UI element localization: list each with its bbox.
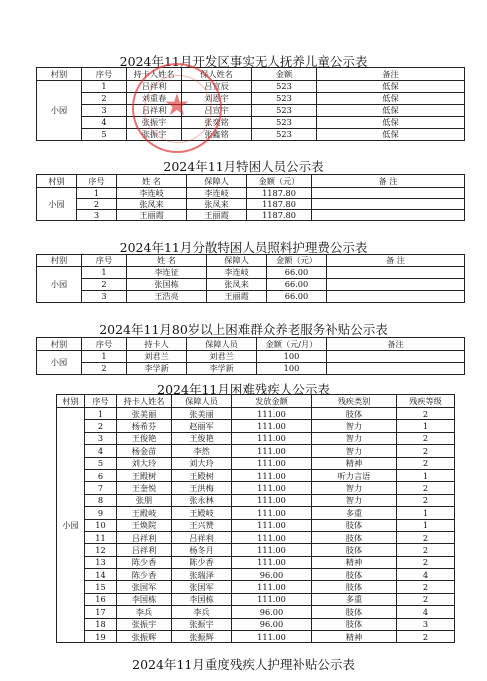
cell-type: 肢体 [312,606,397,618]
cell-card: 张振宇 [117,618,172,630]
tekun-header-row [37,175,465,188]
cell-guard: 陈少香 [172,556,232,568]
header-cell: 序号 [85,395,117,408]
cell-grade: 2 [397,631,455,643]
cell-no: 1 [82,81,127,93]
cell-no: 14 [85,569,117,581]
cell-no: 19 [85,631,117,643]
cell-card: 吕祥利 [127,105,182,117]
table-row [57,556,455,568]
cell-grade: 2 [397,494,455,506]
cell-type: 多重 [312,507,397,519]
cell-card: 刘大玲 [117,457,172,469]
cell-amount: 111.00 [232,432,312,444]
cell-note: 低保 [317,93,465,105]
table-row [57,519,455,531]
cell-amount: 523 [252,93,317,105]
cell-guard: 杨冬月 [172,544,232,556]
cell-guard: 张凤来 [187,199,247,210]
official-seal [132,63,222,153]
cell-card: 王焕院 [117,519,172,531]
cell-note: 低保 [317,105,465,117]
cell-grade: 2 [397,432,455,444]
cell-type: 智力 [312,432,397,444]
cell-no: 2 [85,420,117,432]
cell-amount: 111.00 [232,457,312,469]
table-row [57,432,455,444]
cell-grade: 2 [397,457,455,469]
cell-note: 低保 [317,81,465,93]
table-row [57,606,455,618]
severe-title: 2024年11月重度残疾人护理补贴公示表 [132,657,355,672]
cell-no: 6 [85,469,117,481]
cell-guard: 张国军 [172,581,232,593]
village-cell: 小园 [37,267,82,303]
cell-grade: 4 [397,606,455,618]
header-cell: 金额（元） [247,175,312,188]
cell-no: 8 [85,494,117,506]
table-row [37,210,465,221]
cell-name: 李连征 [127,267,207,279]
cell-guard: 张美丽 [172,408,232,420]
table-row [37,117,465,129]
header-cell: 序号 [82,68,127,81]
cell-amount: 111.00 [232,556,312,568]
cell-type: 多重 [312,593,397,605]
cell-type: 精神 [312,457,397,469]
cell-guard: 李国栋 [172,593,232,605]
elderly-header-row [37,338,465,351]
cell-type: 肢体 [312,569,397,581]
cell-no: 1 [82,351,127,363]
cell-no: 2 [82,363,127,375]
care-table [36,254,465,303]
cell-name: 张凤来 [117,199,187,210]
cell-type: 肢体 [312,618,397,630]
table-row [57,457,455,469]
cell-type: 智力 [312,482,397,494]
cell-grade: 2 [397,482,455,494]
tekun-table [36,174,465,221]
cell-no: 1 [82,267,127,279]
disabled-title: 2024年11月困难残疾人公示表 [157,382,330,397]
header-cell: 村别 [37,255,82,267]
cell-note [327,267,465,279]
table-row [37,363,465,375]
header-cell: 备 注 [312,175,465,188]
cell-card: 王奎悦 [117,482,172,494]
cell-grade: 3 [397,618,455,630]
cell-grade: 2 [397,556,455,568]
table-row [57,569,455,581]
cell-amount: 111.00 [232,408,312,420]
cell-amount: 111.00 [232,482,312,494]
header-cell: 备 注 [327,255,465,267]
cell-note [327,279,465,291]
header-cell: 序号 [82,255,127,267]
table-row [57,544,455,556]
cell-card: 李兵 [117,606,172,618]
cell-no: 9 [85,507,117,519]
cell-card: 张国军 [117,581,172,593]
cell-no: 3 [82,291,127,303]
table-row [37,188,465,199]
cell-no: 5 [85,457,117,469]
header-cell: 保障人员 [172,395,232,408]
cell-guard: 张凤来 [207,279,267,291]
header-cell: 村别 [57,395,85,408]
cell-no: 2 [82,279,127,291]
cell-card: 陈少香 [117,556,172,568]
header-cell: 保障人 [207,255,267,267]
cell-note [312,199,465,210]
cell-amount: 100 [257,363,327,375]
cell-note [327,351,465,363]
disabled-header-row [57,395,455,408]
cell-amount: 111.00 [232,494,312,506]
cell-card: 杨金苗 [117,445,172,457]
table-row [37,351,465,363]
cell-guard: 张鑫铭 [182,129,252,141]
header-cell: 姓 名 [117,175,187,188]
header-cell: 金额 [252,68,317,81]
cell-guard: 李兵 [172,606,232,618]
table-row [37,291,465,303]
cell-no: 2 [82,93,127,105]
cell-guard: 刘大玲 [172,457,232,469]
cell-note [312,210,465,221]
cell-card: 李国栋 [117,593,172,605]
cell-guard: 赵丽军 [172,420,232,432]
cell-no: 3 [85,432,117,444]
header-cell: 保障人 [187,175,247,188]
table-row [57,618,455,630]
cell-guard: 李连岐 [207,267,267,279]
cell-type: 智力 [312,445,397,457]
cell-amount: 96.00 [232,618,312,630]
table-row [57,420,455,432]
cell-guard: 王丽霞 [187,210,247,221]
village-cell: 小园 [37,188,77,221]
cell-name: 张国栋 [127,279,207,291]
cell-type: 肢体 [312,581,397,593]
cell-guard: 王俊艳 [172,432,232,444]
table-row [57,482,455,494]
cell-grade: 2 [397,531,455,543]
cell-no: 7 [85,482,117,494]
header-cell: 序号 [77,175,117,188]
cell-type: 智力 [312,494,397,506]
cell-guard: 李学新 [187,363,257,375]
cell-card: 吕祥利 [127,81,182,93]
table-row [57,445,455,457]
cell-no: 17 [85,606,117,618]
cell-type: 听力言语 [312,469,397,481]
table-row [57,408,455,420]
disabled-table [56,394,455,643]
cell-no: 3 [82,105,127,117]
cell-grade: 2 [397,544,455,556]
cell-card: 刘君兰 [127,351,187,363]
cell-no: 16 [85,593,117,605]
cell-guard: 王丽霞 [207,291,267,303]
cell-no: 15 [85,581,117,593]
cell-no: 2 [77,199,117,210]
table-row [37,279,465,291]
cell-type: 精神 [312,631,397,643]
village-cell: 小园 [57,408,85,643]
cell-grade: 2 [397,593,455,605]
cell-amount: 523 [252,81,317,93]
cell-card: 吕祥利 [117,531,172,543]
cell-grade: 2 [397,445,455,457]
cell-amount: 523 [252,105,317,117]
cell-name: 王丽霞 [117,210,187,221]
cell-amount: 96.00 [232,606,312,618]
header-cell: 姓 名 [127,255,207,267]
village-cell: 小园 [37,351,82,375]
cell-amount: 111.00 [232,581,312,593]
cell-guard: 吕祥利 [172,531,232,543]
cell-card: 张美丽 [117,408,172,420]
table-row [57,593,455,605]
cell-note [327,363,465,375]
cell-name: 李连岐 [117,188,187,199]
cell-guard: 张永林 [172,494,232,506]
header-cell: 村别 [37,68,82,81]
cell-grade: 1 [397,507,455,519]
seal-star-icon: ★ [163,88,191,123]
cell-note: 低保 [317,117,465,129]
table-row [57,631,455,643]
cell-type: 精神 [312,556,397,568]
table-row [37,267,465,279]
cell-no: 10 [85,519,117,531]
header-cell: 序号 [82,338,127,351]
cell-card: 陈少香 [117,569,172,581]
cell-amount: 111.00 [232,519,312,531]
cell-grade: 2 [397,408,455,420]
cell-card: 王俊艳 [117,432,172,444]
table-row [57,581,455,593]
orphans-title: 2024年11月开发区事实无人抚养儿童公示表 [119,54,368,69]
header-cell: 备注 [327,338,465,351]
cell-guard: 李然 [172,445,232,457]
header-cell: 保障人员 [187,338,257,351]
cell-amount: 111.00 [232,531,312,543]
cell-name: 王浩亮 [127,291,207,303]
cell-card: 王殿树 [117,469,172,481]
cell-guard: 吕宣宇 [182,105,252,117]
cell-no: 4 [85,445,117,457]
header-cell: 金额（元/月） [257,338,327,351]
disabled-rows [57,408,455,643]
cell-no: 11 [85,531,117,543]
cell-type: 肢体 [312,531,397,543]
cell-guard: 王殿树 [172,469,232,481]
cell-guard: 张奕铭 [182,117,252,129]
table-row [37,129,465,141]
cell-amount: 523 [252,117,317,129]
cell-guard: 刘君兰 [187,351,257,363]
tekun-title: 2024年11月特困人员公示表 [163,159,324,174]
cell-guard: 王兴赞 [172,519,232,531]
cell-grade: 4 [397,569,455,581]
cell-amount: 66.00 [267,267,327,279]
table-row [37,81,465,93]
cell-card: 吕祥利 [117,544,172,556]
cell-amount: 523 [252,129,317,141]
cell-guard: 刘恩宇 [182,93,252,105]
cell-amount: 1187.80 [247,188,312,199]
cell-note [327,291,465,303]
cell-amount: 66.00 [267,291,327,303]
cell-card: 张振宇 [127,129,182,141]
header-cell: 残疾类别 [312,395,397,408]
cell-card: 张振辉 [117,631,172,643]
cell-amount: 111.00 [232,445,312,457]
village-cell: 小园 [37,81,82,141]
cell-amount: 96.00 [232,569,312,581]
cell-type: 肢体 [312,408,397,420]
header-cell: 金额（元） [267,255,327,267]
table-row [57,507,455,519]
cell-type: 智力 [312,420,397,432]
cell-guard: 吕宣辰 [182,81,252,93]
cell-type: 肢体 [312,544,397,556]
cell-guard: 李连岐 [187,188,247,199]
elderly-table [36,337,465,375]
elderly-title: 2024年11月80岁以上困难群众养老服务补贴公示表 [99,322,388,337]
cell-type: 肢体 [312,519,397,531]
header-cell: 保人姓名 [182,68,252,81]
cell-grade: 2 [397,581,455,593]
cell-amount: 100 [257,351,327,363]
header-cell: 发放金额 [232,395,312,408]
cell-card: 刘重春 [127,93,182,105]
cell-card: 杨希芬 [117,420,172,432]
cell-amount: 1187.80 [247,210,312,221]
cell-no: 12 [85,544,117,556]
table-row [37,93,465,105]
cell-no: 13 [85,556,117,568]
cell-amount: 1187.80 [247,199,312,210]
cell-no: 5 [82,129,127,141]
cell-amount: 111.00 [232,469,312,481]
care-title: 2024年11月分散特困人员照料护理费公示表 [119,240,368,255]
cell-card: 张朋 [117,494,172,506]
header-cell: 残疾等级 [397,395,455,408]
cell-amount: 111.00 [232,544,312,556]
cell-amount: 66.00 [267,279,327,291]
header-cell: 村别 [37,338,82,351]
care-header-row [37,255,465,267]
cell-card: 李学新 [127,363,187,375]
header-cell: 村别 [37,175,77,188]
cell-grade: 1 [397,469,455,481]
cell-no: 4 [82,117,127,129]
header-cell: 持卡人 [127,338,187,351]
table-row [57,469,455,481]
cell-note: 低保 [317,129,465,141]
table-row [37,105,465,117]
cell-grade: 1 [397,420,455,432]
orphans-table [36,67,465,141]
cell-card: 张振宇 [127,117,182,129]
cell-guard: 王洪梅 [172,482,232,494]
cell-amount: 111.00 [232,593,312,605]
cell-guard: 张振宇 [172,618,232,630]
cell-guard: 张瑞泽 [172,569,232,581]
cell-no: 1 [77,188,117,199]
orphans-header-row [37,68,465,81]
cell-guard: 张振辉 [172,631,232,643]
cell-amount: 111.00 [232,631,312,643]
table-row [37,199,465,210]
cell-amount: 111.00 [232,420,312,432]
cell-amount: 111.00 [232,507,312,519]
cell-no: 3 [77,210,117,221]
cell-no: 1 [85,408,117,420]
header-cell: 备注 [317,68,465,81]
cell-card: 王殿岐 [117,507,172,519]
table-row [57,531,455,543]
header-cell: 持卡人姓名 [117,395,172,408]
header-cell: 持卡人姓名 [127,68,182,81]
cell-guard: 王殿岐 [172,507,232,519]
cell-grade: 1 [397,519,455,531]
cell-note [312,188,465,199]
cell-no: 18 [85,618,117,630]
table-row [57,494,455,506]
